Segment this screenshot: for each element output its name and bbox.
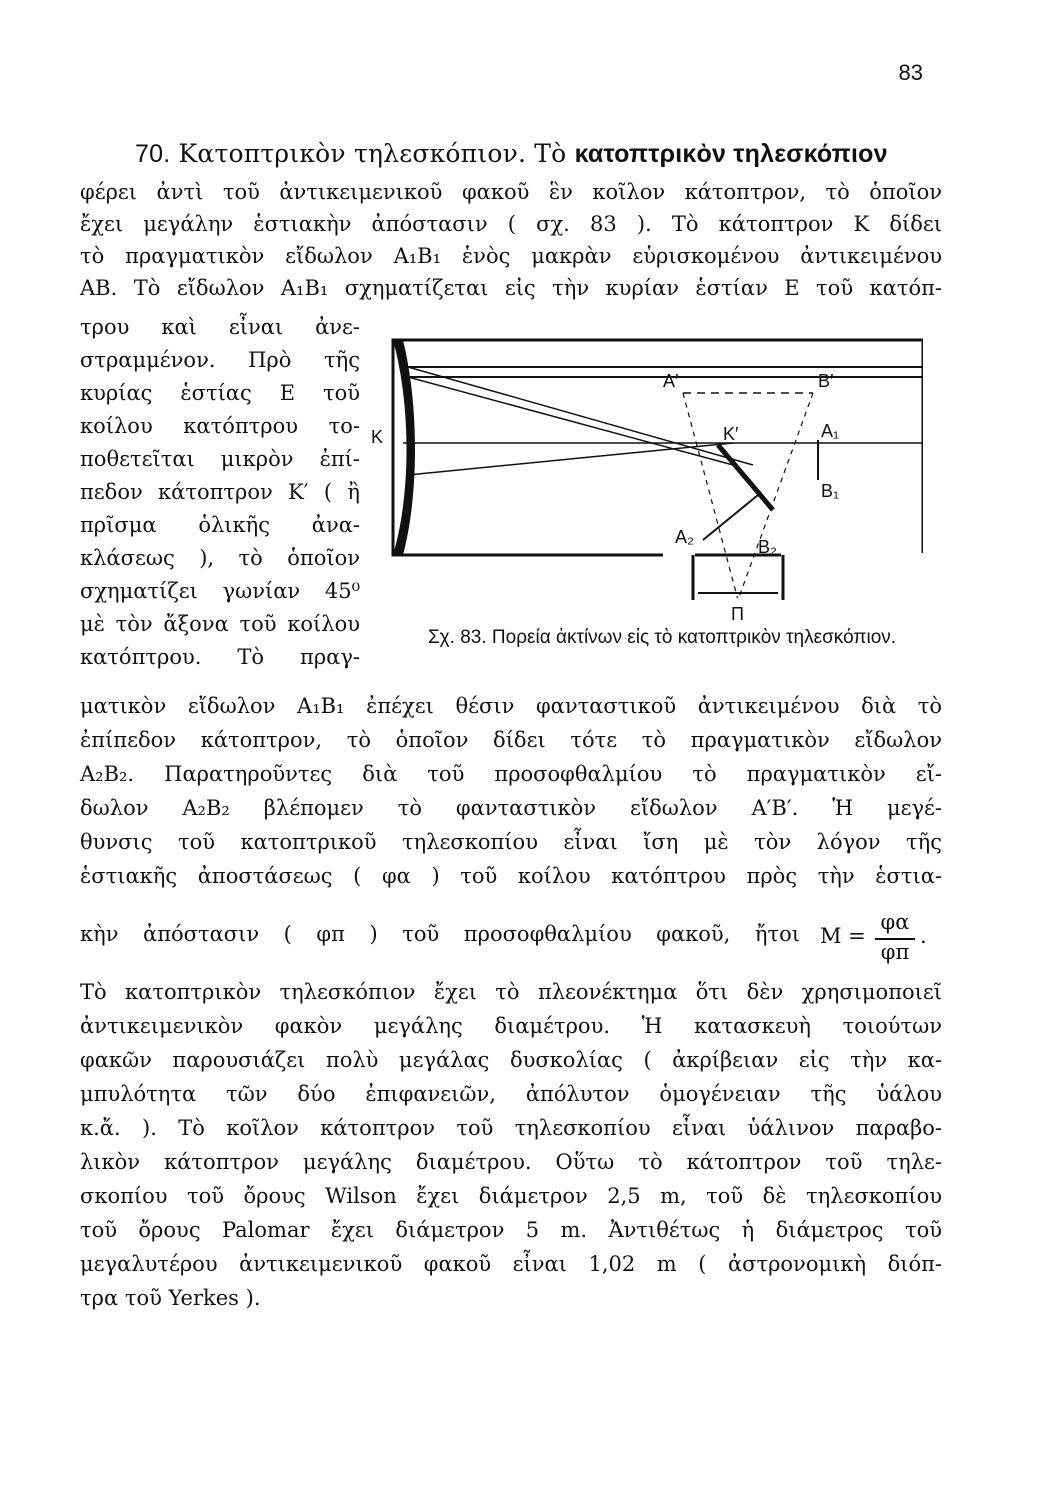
formula-denominator: φπ [880,940,910,964]
section-lead: Τὸ [534,139,567,168]
text-line: τὸ πραγματικὸν εἴδωλον Α₁Β₁ ἑνὸς μακρὰν εὑρισκομένου ἀντικειμένου [80,244,942,268]
text-line: λικὸν κάτοπτρον μεγάλης διαμέτρου. Οὕτω τὸ κάτοπτρον τοῦ τηλε- [80,1150,942,1174]
text-line: ἐπίπεδον κάτοπτρον, τὸ ὁποῖον δίδει τότε τὸ πραγματικὸν εἴδωλον [80,728,942,752]
text-line: μπυλότητα τῶν δύο ἐπιφανειῶν, ἀπόλυτον ὁμογένειαν τῆς ὑάλου [80,1082,942,1106]
label-b-prime: Β′ [818,371,834,391]
image-a2b2 [703,495,758,540]
plane-mirror [718,445,773,510]
text-line: ματικὸν εἴδωλον Α₁Β₁ ἐπέχει θέσιν φανταστικοῦ ἀντικειμένου διὰ τὸ [80,694,942,718]
wrap-line: πρῖσμα ὁλικῆς ἀνα- [80,513,360,537]
wrap-line: τρου καὶ εἶναι ἀνε- [80,315,360,339]
label-b2: Β₂ [758,537,777,557]
wrap-line: στραμμένον. Πρὸ τῆς [80,348,360,372]
text-line: κ.ἄ. ). Τὸ κοῖλον κάτοπτρον τοῦ τηλεσκοπίου εἶναι ὑάλινον παραβο- [80,1116,942,1140]
concave-mirror [393,340,415,555]
wrap-line: μὲ τὸν ἄξονα τοῦ κοίλου [80,612,360,636]
label-eyepiece: Π [731,604,744,624]
text-line: τρα τοῦ Yerkes ). [80,1286,261,1310]
formula-lhs: Μ = [820,924,866,948]
text-line: Τὸ κατοπτρικὸν τηλεσκόπιον ἔχει τὸ πλεονέκτημα ὅτι δὲν χρησιμοποιεῖ [80,980,942,1004]
page-number: 83 [898,60,923,85]
text-line: σκοπίου τοῦ ὄρους Wilson ἔχει διάμετρον 2,5 m, τοῦ δὲ τηλεσκοπίου [80,1184,942,1208]
reflected-ray-3 [408,443,733,475]
section-title: Κατοπτρικὸν τηλεσκόπιον. [178,139,527,168]
wrap-line: κατόπτρου. Τὸ πραγ- [80,645,360,669]
section-heading [135,136,935,172]
section-bold-phrase: κατοπτρικὸν τηλεσκόπιον [574,140,888,168]
text-line: μεγαλυτέρου ἀντικειμενικοῦ φακοῦ εἶναι 1,02 m ( ἀστρονομικὴ διόπ- [80,1252,942,1276]
tube-outline [393,340,923,555]
wrap-line: πεδον κάτοπτρον Κ′ ( ἢ [80,480,360,504]
text-line: ἔχει μεγάλην ἑστιακὴν ἀπόστασιν ( σχ. 83 ). Τὸ κάτοπτρον Κ δίδει [80,212,942,236]
wrap-line: σχηματίζει γωνίαν 45⁰ [80,579,360,603]
label-a1: Α₁ [821,421,840,441]
telescope-diagram [363,325,923,630]
text-line: ἀντικειμενικὸν φακὸν μεγάλης διαμέτρου. Ἡ κατασκευὴ τοιούτων [80,1014,942,1038]
text-line: Α₂Β₂. Παρατηροῦντες διὰ τοῦ προσοφθαλμίου τὸ πραγματικὸν εἴ- [80,762,942,786]
label-small-mirror: Κ′ [723,424,739,444]
figure-caption: Σχ. 83. Πορεία ἀκτίνων εἰς τὸ κατοπτρικὸν τηλεσκόπιον. [427,627,897,648]
wrap-line: ποθετεῖται μικρὸν ἐπί- [80,447,360,471]
wrap-line: κοίλου κατόπτρου το- [80,414,360,438]
text-line: ΑΒ. Τὸ εἴδωλον Α₁Β₁ σχηματίζεται εἰς τὴν κυρίαν ἑστίαν Ε τοῦ κατόπ- [80,276,942,300]
text-line: θυνσις τοῦ κατοπτρικοῦ τηλεσκοπίου εἶναι ἴση μὲ τὸν λόγον τῆς [80,830,942,854]
text-line: τοῦ ὄρους Palomar ἔχει διάμετρον 5 m. Ἀντιθέτως ἡ διάμετρος τοῦ [80,1218,942,1242]
wrap-line: κλάσεως ), τὸ ὁποῖον [80,546,360,570]
formula-numerator: φα [880,910,910,934]
label-a-prime: Α′ [663,371,679,391]
construction-line-2 [738,393,813,600]
section-number: 70. [135,140,171,168]
text-line: φέρει ἀντὶ τοῦ ἀντικειμενικοῦ φακοῦ ἓν κοῖλον κάτοπτρον, τὸ ὁποῖον [80,180,942,204]
label-b1: Β₁ [821,481,840,501]
text-line: φακῶν παρουσιάζει πολὺ μεγάλας δυσκολίας ( ἀκρίβειαν εἰς τὴν κα- [80,1048,942,1072]
text-line: κὴν ἀπόστασιν ( φπ ) τοῦ προσοφθαλμίου φακοῦ, ἤτοι [80,922,800,946]
magnification-formula [820,910,940,970]
reflected-ray-1 [408,377,733,465]
wrap-line: κυρίας ἑστίας Ε τοῦ [80,381,360,405]
text-line: δωλον Α₂Β₂ βλέπομεν τὸ φανταστικὸν εἴδωλον Α′Β′. Ἡ μεγέ- [80,796,942,820]
reflected-ray-2 [408,367,753,465]
label-a2: Α₂ [675,527,694,547]
label-mirror: Κ [371,427,384,447]
formula-trail: . [920,924,927,948]
text-line: ἑστιακῆς ἀποστάσεως ( φα ) τοῦ κοίλου κατόπτρου πρὸς τὴν ἑστια- [80,864,942,888]
